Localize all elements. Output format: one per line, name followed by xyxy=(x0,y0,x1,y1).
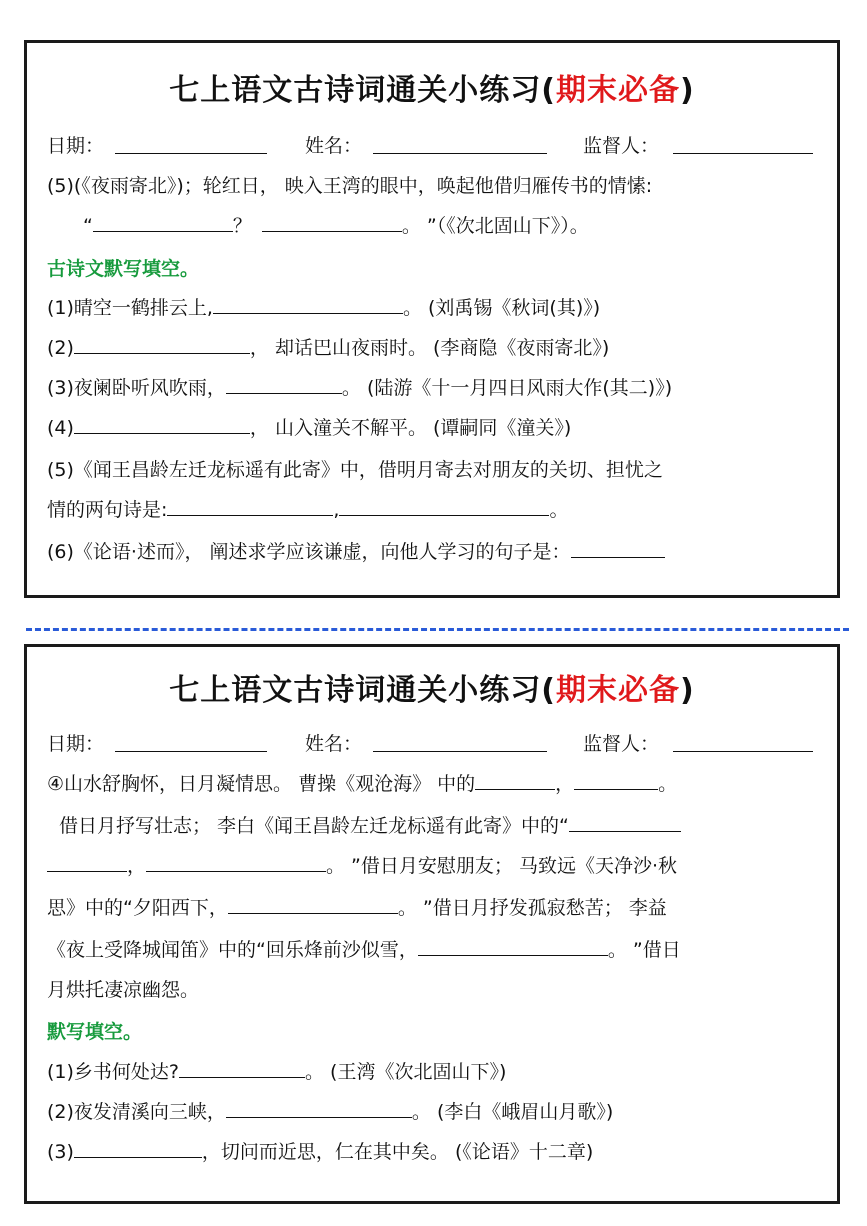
passage-line-4: 思》中的“夕阳西下， 。 ”借日月抒发孤寂愁苦； 李益 xyxy=(47,897,667,919)
question-5-line-2: 情的两句诗是: , 。 xyxy=(47,499,569,521)
fill-blank[interactable] xyxy=(418,937,608,956)
question-1: (1)乡书何处达? 。 (王湾《次北固山下》) xyxy=(47,1061,507,1083)
fill-blank[interactable] xyxy=(146,853,326,872)
title-accent: 期末必备 xyxy=(556,73,680,108)
question-6: (6)《论语·述而》， 阐述求学应该谦虚，向他人学习的句子是： xyxy=(47,537,823,564)
date-blank[interactable] xyxy=(115,135,267,154)
question-4: (4) ， 山入潼关不解平。 (谭嗣同《潼关》) xyxy=(47,417,572,439)
name-blank[interactable] xyxy=(373,733,547,752)
fill-blank[interactable] xyxy=(569,813,681,832)
question-3: (3)夜阑卧听风吹雨， 。 (陆游《十一月四日风雨大作(其二)》) xyxy=(47,377,673,399)
passage-line-6: 月烘托凄凉幽怨。 xyxy=(47,979,200,1001)
fill-blank[interactable] xyxy=(93,213,233,232)
question-5: (5)《闻王昌龄左迁龙标遥有此寄》中，借明月寄去对朋友的关切、担忧之 xyxy=(47,459,663,481)
fill-blank[interactable] xyxy=(262,213,402,232)
header-row xyxy=(47,729,823,753)
fill-blank[interactable] xyxy=(74,335,250,354)
fill-blank[interactable] xyxy=(226,375,342,394)
date-label: 日期： xyxy=(47,733,105,755)
title-accent: 期末必备 xyxy=(556,673,680,708)
question-2: (2)夜发清溪向三峡， 。 (李白《峨眉山月歌》) xyxy=(47,1101,614,1123)
fill-blank[interactable] xyxy=(213,295,403,314)
fill-blank[interactable] xyxy=(226,1099,412,1118)
question-2: (2) ， 却话巴山夜雨时。 (李商隐《夜雨寄北》) xyxy=(47,337,610,359)
fill-blank[interactable] xyxy=(47,853,127,872)
intro-line-2: “ ？ 。 ”（《次北固山下》）。 xyxy=(83,215,589,237)
worksheet-card-bottom xyxy=(24,644,840,1204)
supervisor-blank[interactable] xyxy=(673,733,813,752)
passage-line-5: 《夜上受降城闻笛》中的“回乐烽前沙似雪， 。 ”借日 xyxy=(47,939,681,961)
question-3: (3) ，切问而近思，仁在其中矣。 (《论语》十二章) xyxy=(47,1141,594,1163)
fill-blank[interactable] xyxy=(74,415,250,434)
fill-blank[interactable] xyxy=(339,497,549,516)
supervisor-label: 监督人： xyxy=(583,135,660,157)
name-blank[interactable] xyxy=(373,135,547,154)
fill-blank[interactable] xyxy=(167,497,333,516)
fill-blank[interactable] xyxy=(475,771,555,790)
fill-blank[interactable] xyxy=(179,1059,305,1078)
worksheet-card-top xyxy=(24,40,840,598)
fill-blank[interactable] xyxy=(228,895,398,914)
fill-blank[interactable] xyxy=(74,1139,202,1158)
intro-line: (5)(《夜雨寄北》)；轮红日， 映入王湾的眼中，唤起他借归雁传书的情愫: xyxy=(47,175,653,197)
name-label: 姓名： xyxy=(305,733,363,755)
dashed-divider xyxy=(26,628,849,631)
supervisor-blank[interactable] xyxy=(673,135,813,154)
date-blank[interactable] xyxy=(115,733,267,752)
section-title: 默写填空。 xyxy=(47,1021,143,1043)
fill-blank[interactable] xyxy=(571,539,665,558)
passage-line-2: 借日月抒写壮志； 李白《闻王昌龄左迁龙标遥有此寄》中的“ xyxy=(59,811,823,838)
supervisor-label: 监督人： xyxy=(583,733,660,755)
passage-line-3: ， 。 ”借日月安慰朋友； 马致远《天净沙·秋 xyxy=(47,851,823,878)
passage-line-1: ④山水舒胸怀，日月凝情思。 曹操《观沧海》 中的 ， 。 xyxy=(47,773,678,795)
fill-blank[interactable] xyxy=(574,771,658,790)
question-1: (1)晴空一鹤排云上, 。 (刘禹锡《秋词(其)》) xyxy=(47,297,601,319)
date-label: 日期： xyxy=(47,135,105,157)
worksheet-title: 七上语文古诗词通关小练习(期末必备) xyxy=(169,673,695,708)
name-label: 姓名： xyxy=(305,135,363,157)
header-row xyxy=(47,131,823,155)
section-title: 古诗文默写填空。 xyxy=(47,258,200,280)
worksheet-title: 七上语文古诗词通关小练习(期末必备) xyxy=(169,73,695,108)
